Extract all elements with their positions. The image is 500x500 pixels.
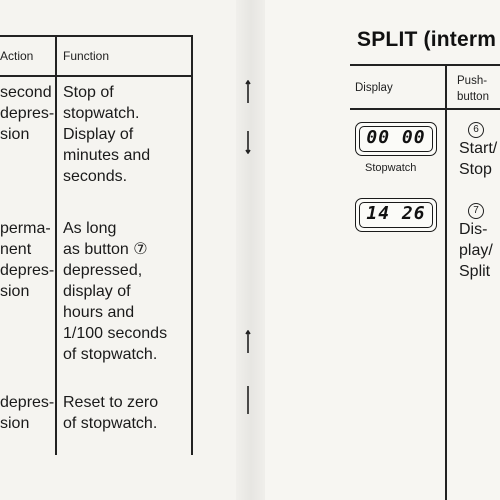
staple-icon [244,130,252,154]
table-column-divider [55,35,57,455]
push-button-label: Start/ Stop [459,140,498,178]
lcd-display [355,122,437,156]
table-top-rule [350,64,500,66]
row3-action: depres- sion [0,394,55,432]
lcd-caption: Stopwatch [365,162,417,174]
button-number-badge: 7 [468,203,484,219]
row1-action: second depres- sion [0,84,55,143]
table-column-divider [445,64,447,500]
button-number-badge: 6 [468,122,484,138]
row2-function: As long as button ⑦ depressed, display of hours and 1/100 seconds of stopwatch. [63,220,168,363]
staple-icon [244,385,252,415]
lcd-digits: 14 26 [366,203,426,224]
row1-function: Stop of stopwatch. Display of minutes and seconds. [63,84,151,185]
staple-icon [244,80,252,104]
lcd-display [355,198,437,232]
left-page [0,0,238,500]
row3-function: Reset to zero of stopwatch. [63,394,159,432]
push-button-label: Dis- play/ Split [459,221,493,280]
page-title: SPLIT (interm [357,28,497,51]
header-push-button: Push- button [457,75,489,103]
staple-icon [244,330,252,354]
header-rule [350,108,500,110]
right-page [265,0,500,500]
header-rule [0,75,192,77]
booklet-spine [236,0,266,500]
header-display: Display [355,82,393,94]
header-action: Action [0,49,34,63]
header-function: Function [63,49,110,63]
row2-action: perma- nent depres- sion [0,220,55,300]
lcd-digits: 00 00 [366,127,426,148]
table-top-rule [0,35,192,37]
